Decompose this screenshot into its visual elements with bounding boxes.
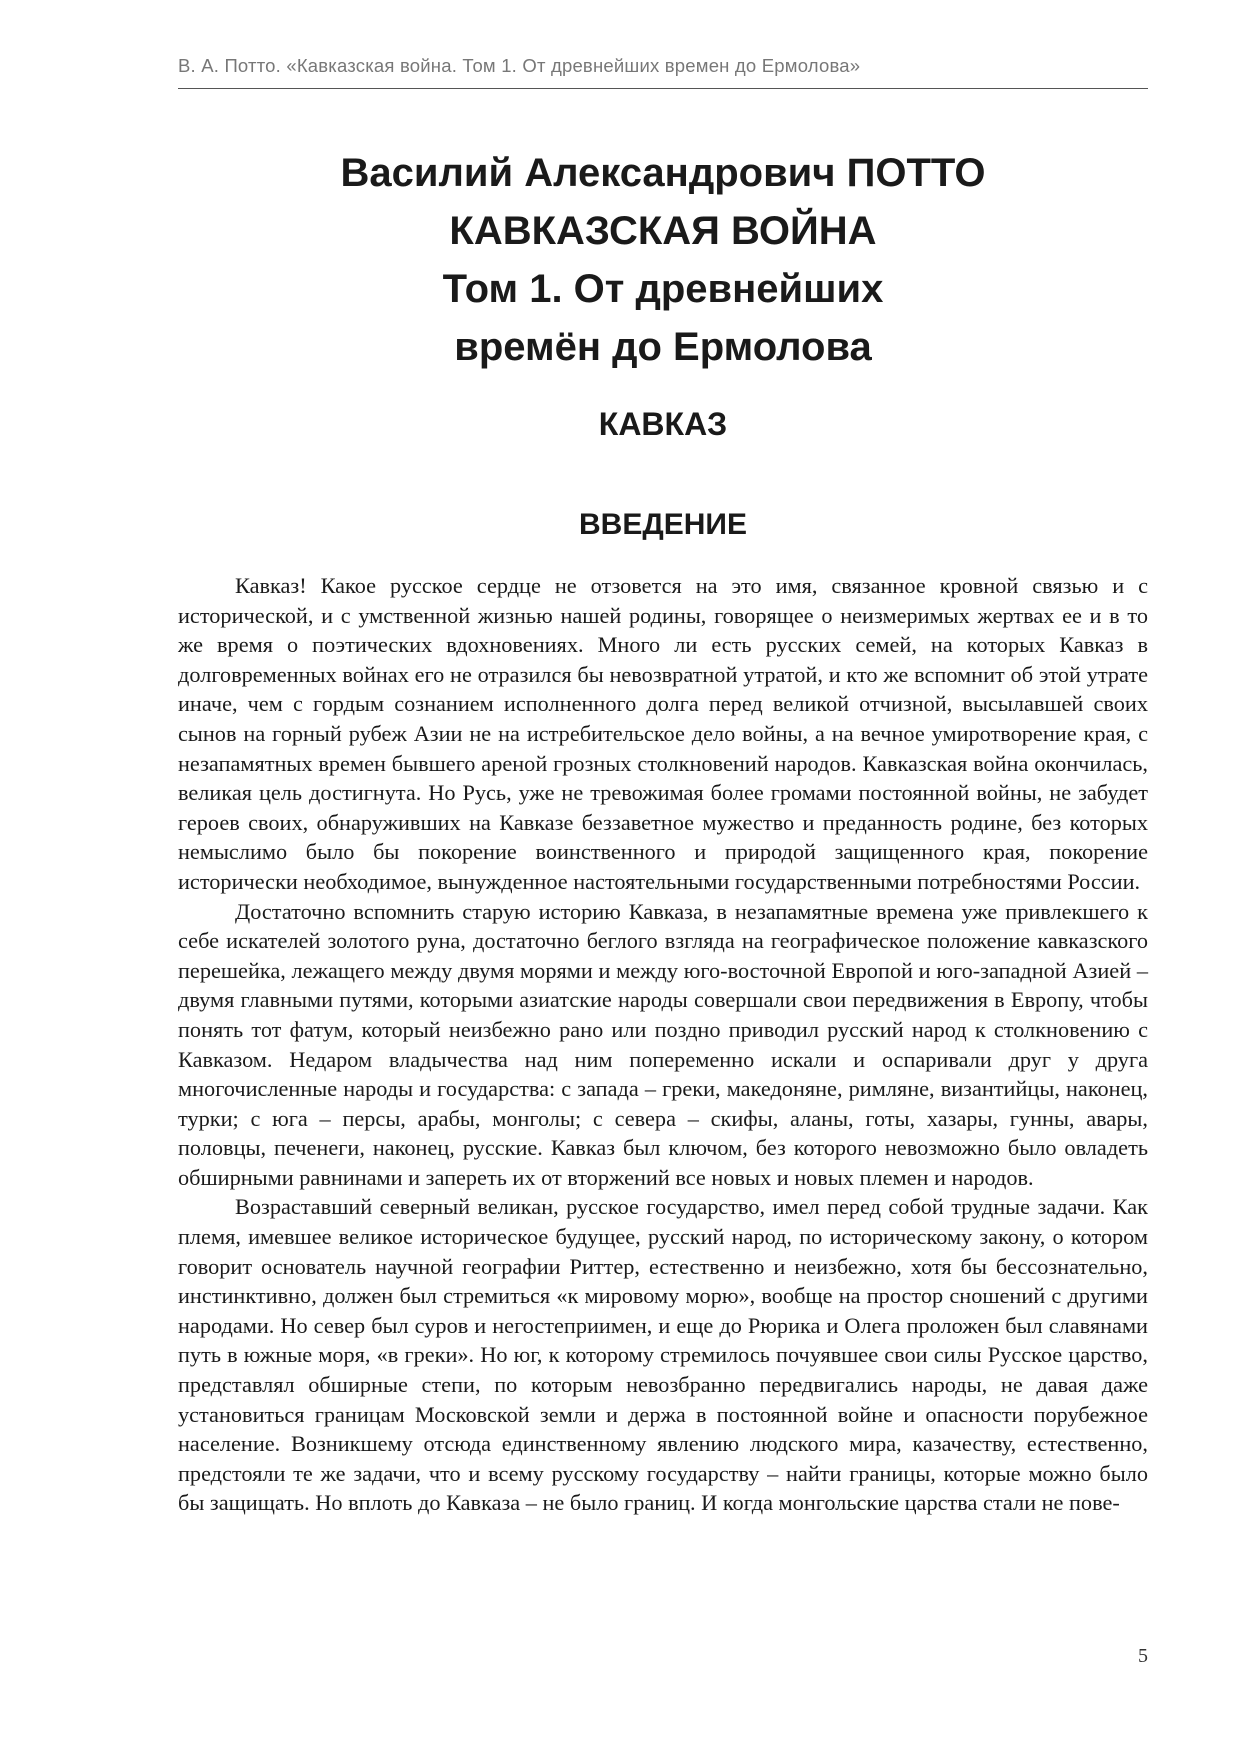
paragraph: Кавказ! Какое русское сердце не отзовется на это имя, связанное кровной связью и с исторической, и с умственной жизнью нашей родины, говорящее о неизмеримых жертвах ее и в то же время о поэтических вдохновениях. Много ли есть русских семей, на которых Кавказ в долговременных войнах его не отразился бы невозвратной утратой, и кто же вспомнит об этой утрате иначе, чем с гордым сознанием исполненного долга перед великой отчизной, высылавшей своих сынов на горный рубеж Азии не на истребительское дело войны, а на вечное умиротворение края, с незапамятных времен бывшего ареной грозных столкновений народов. Кавказская война окончилась, великая цель достигнута. Но Русь, уже не тревожимая более громами постоянной войны, не забудет героев своих, обнаруживших на Кавказе беззаветное мужество и преданность родине, без которых немыслимо было бы покорение воинственного и природой защищенного края, покорение исторически необходимое, вынужденное настоятельными государственными потребностями России.	[178, 573, 1148, 894]
running-header: В. А. Потто. «Кавказская война. Том 1. От древнейших времен до Ермолова»	[178, 55, 861, 76]
paragraph: Возраставший северный великан, русское государство, имел перед собой трудные задачи. Как племя, имевшее великое историческое будущее, русский народ, по историческому закону, о котором говорит основатель научной географии Риттер, естественно и неизбежно, хотя бы бессознательно, инстинктивно, должен был стремиться «к мировому морю», вообще на простор сношений с другими народами. Но север был суров и негостеприимен, и еще до Рюрика и Олега проложен был славянами путь в южные моря, «в греки». Но юг, к которому стремилось почуявшее свои силы Русское царство, представлял обширные степи, по которым невозбранно передвигались народы, не давая даже установиться границам Московской земли и держа в постоянной войне и опасности порубежное население. Возникшему отсюда единственному явлению людского мира, казачеству, естественно, предстояли те же задачи, что и всему русскому государству – найти границы, которые можно было бы защищать. Но вплоть до Кавказа – не было границ. И когда монгольские царства стали не пове-	[178, 1194, 1148, 1516]
body-text	[178, 571, 1148, 1518]
volume-title: Том 1. От древнейших	[442, 267, 884, 311]
book-title: КАВКАЗСКАЯ ВОЙНА	[449, 209, 877, 253]
book-title-block	[178, 144, 1148, 376]
author-name: Василий Александрович ПОТТО	[340, 151, 986, 195]
chapter-title: ВВЕДЕНИЕ	[579, 508, 747, 541]
volume-title-continued: времён до Ермолова	[454, 325, 872, 369]
header-divider	[178, 88, 1148, 89]
paragraph: Достаточно вспомнить старую историю Кавказа, в незапамятные времена уже привлекшего к себе искателей золотого руна, достаточно беглого взгляда на географическое положение кавказского перешейка, лежащего между двумя морями и между юго-восточной Европой и юго-западной Азией – двумя главными путями, которыми азиатские народы совершали свои передвижения в Европу, чтобы понять тот фатум, который неизбежно рано или поздно приводил русский народ к столкновению с Кавказом. Недаром владычества над ним попеременно искали и оспаривали друг у друга многочисленные народы и государства: с запада – греки, македоняне, римляне, византийцы, наконец, турки; с юга – персы, арабы, монголы; с севера – скифы, аланы, готы, хазары, гунны, авары, половцы, печенеги, наконец, русские. Кавказ был ключом, без которого невозможно было овладеть обширными равнинами и запереть их от вторжений все новых и новых племен и народов.	[178, 898, 1148, 1190]
page-number: 5	[1138, 1645, 1148, 1667]
section-title: КАВКАЗ	[598, 406, 728, 442]
